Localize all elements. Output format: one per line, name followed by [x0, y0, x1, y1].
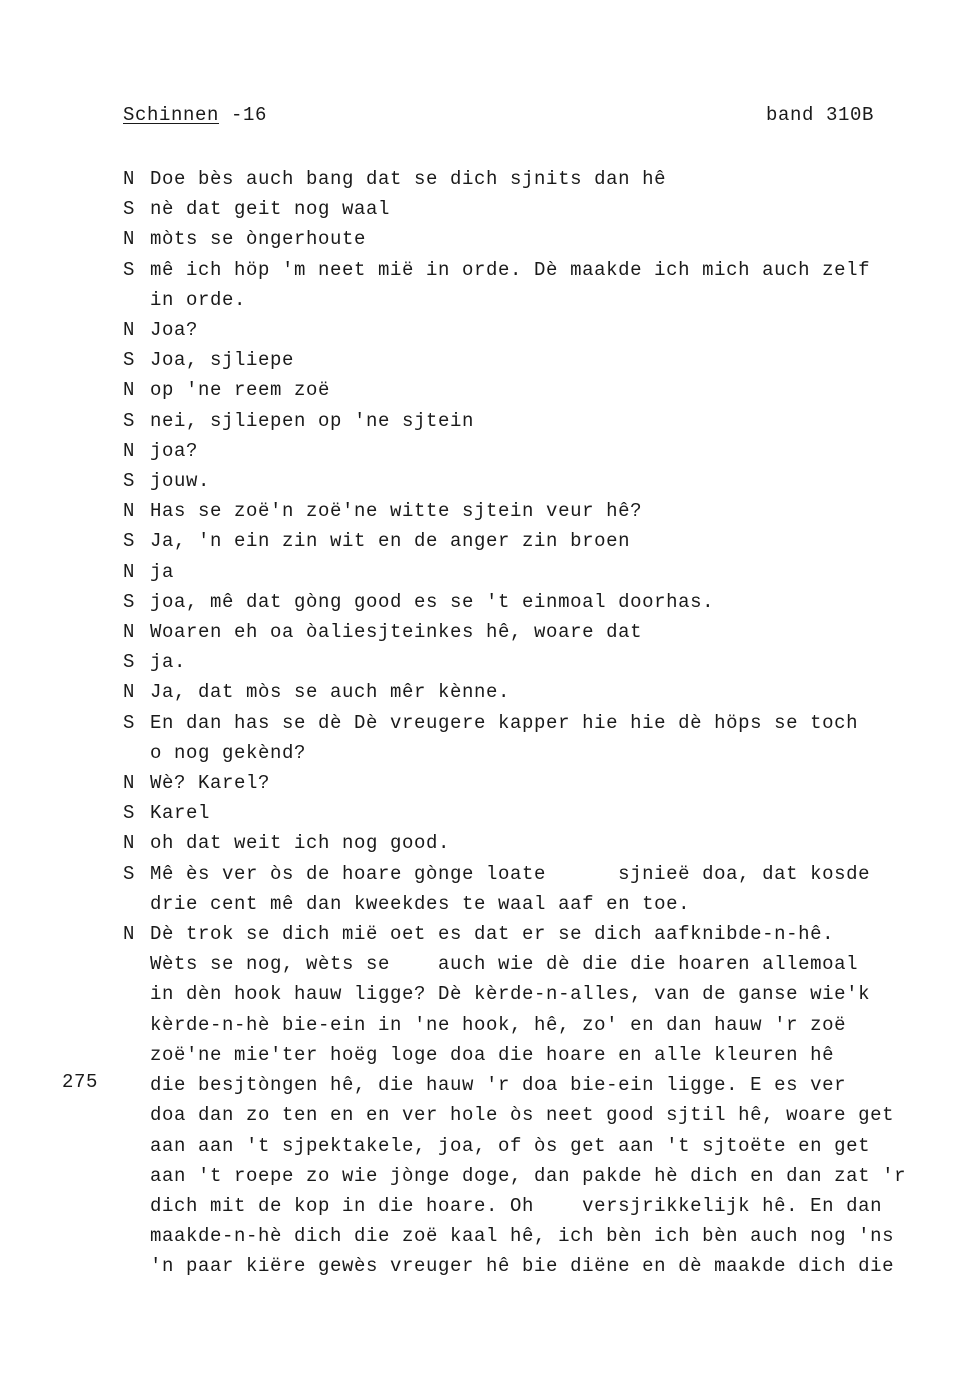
- speaker-label: [123, 979, 150, 1009]
- transcript-line: [123, 859, 943, 889]
- speaker-label: S: [123, 711, 136, 734]
- utterance-text: kèrde-n-hè bie-ein in 'ne hook, hê, zo' en dan hauw 'r zoë: [150, 1013, 847, 1036]
- transcript-line: [123, 828, 943, 858]
- speaker-label: N: [123, 379, 136, 402]
- utterance-text: 'n paar kiëre gewès vreuger hê bie diëne en dè maakde dich die: [150, 1255, 895, 1278]
- transcript-line: [123, 285, 943, 315]
- transcript-line: [123, 1221, 943, 1251]
- utterance-text: Ja, 'n ein zin wit en de anger zin broen: [150, 530, 631, 553]
- transcript-line: [123, 194, 943, 224]
- transcript-line: [123, 1191, 943, 1221]
- utterance-text: nè dat geit nog waal: [150, 198, 391, 221]
- transcript-line: [123, 255, 943, 285]
- transcript-line: [123, 708, 943, 738]
- transcript-line: [123, 1131, 943, 1161]
- transcript-line: [123, 979, 943, 1009]
- transcript-line: [123, 406, 943, 436]
- header-page-number: -16: [231, 104, 268, 126]
- speaker-label: [123, 285, 150, 315]
- transcript-line: [123, 315, 943, 345]
- utterance-text: joa?: [150, 439, 199, 462]
- speaker-label: N: [123, 500, 136, 523]
- speaker-label: [123, 1010, 150, 1040]
- transcript-line: [123, 798, 943, 828]
- utterance-text: op 'ne reem zoë: [150, 379, 331, 402]
- transcript-line: [123, 375, 943, 405]
- transcript-line: [123, 1161, 943, 1191]
- transcript-line: [123, 1100, 943, 1130]
- speaker-label: N: [123, 560, 136, 583]
- utterance-text: in dèn hook hauw ligge? Dè kèrde-n-alles, van de ganse wie'k: [150, 983, 871, 1006]
- transcript-line: [123, 526, 943, 556]
- transcript-line: [123, 587, 943, 617]
- speaker-label: [123, 1191, 150, 1221]
- speaker-label: [123, 1221, 150, 1251]
- utterance-text: Joa, sjliepe: [150, 349, 295, 372]
- speaker-label: N: [123, 832, 136, 855]
- utterance-text: nei, sjliepen op 'ne sjtein: [150, 409, 475, 432]
- utterance-text: o nog gekènd?: [150, 741, 307, 764]
- transcript-line: [123, 647, 943, 677]
- utterance-text: Joa?: [150, 319, 199, 342]
- transcript-line: [123, 496, 943, 526]
- utterance-text: Karel: [150, 802, 211, 825]
- utterance-text: Woaren eh oa òaliesjteinkes hê, woare dat: [150, 621, 643, 644]
- speaker-label: S: [123, 590, 136, 613]
- utterance-text: maakde-n-hè dich die zoë kaal hê, ich bèn ich bèn auch nog 'ns: [150, 1225, 895, 1248]
- utterance-text: oh dat weit ich nog good.: [150, 832, 451, 855]
- speaker-label: [123, 1070, 150, 1100]
- utterance-text: zoë'ne mie'ter hoëg loge doa die hoare en alle kleuren hê: [150, 1043, 835, 1066]
- transcript-line: [123, 889, 943, 919]
- transcript-line: [123, 617, 943, 647]
- transcript-body: [123, 164, 943, 1282]
- speaker-label: [123, 1131, 150, 1161]
- transcript-line: [123, 345, 943, 375]
- speaker-label: [123, 1040, 150, 1070]
- speaker-label: [123, 949, 150, 979]
- speaker-label: N: [123, 681, 136, 704]
- speaker-label: S: [123, 470, 136, 493]
- utterance-text: dich mit de kop in die hoare. Oh versjrikkelijk hê. En dan: [150, 1194, 883, 1217]
- transcript-line: [123, 436, 943, 466]
- speaker-label: N: [123, 228, 136, 251]
- utterance-text: jouw.: [150, 470, 211, 493]
- utterance-text: ja.: [150, 651, 187, 674]
- speaker-label: N: [123, 772, 136, 795]
- speaker-label: S: [123, 802, 136, 825]
- utterance-text: Ja, dat mòs se auch mêr kènne.: [150, 681, 511, 704]
- speaker-label: S: [123, 862, 136, 885]
- transcript-line: [123, 677, 943, 707]
- utterance-text: joa, mê dat gòng good es se 't einmoal doorhas.: [150, 590, 715, 613]
- transcript-line: [123, 557, 943, 587]
- speaker-label: S: [123, 409, 136, 432]
- utterance-text: mòts se òngerhoute: [150, 228, 367, 251]
- transcript-line: [123, 1010, 943, 1040]
- utterance-text: drie cent mê dan kweekdes te waal aaf en toe.: [150, 892, 691, 915]
- speaker-label: N: [123, 923, 136, 946]
- speaker-label: N: [123, 319, 136, 342]
- utterance-text: aan 't roepe zo wie jònge doge, dan pakde hè dich en dan zat 'r: [150, 1164, 907, 1187]
- header-band: band 310B: [766, 104, 875, 126]
- utterance-text: Dè trok se dich mië oet es dat er se dich aafknibde-n-hê.: [150, 923, 835, 946]
- margin-line-number: 275: [62, 1071, 99, 1093]
- utterance-text: die besjtòngen hê, die hauw 'r doa bie-ein ligge. E es ver: [150, 1074, 847, 1097]
- utterance-text: doa dan zo ten en en ver hole òs neet good sjtil hê, woare get: [150, 1104, 895, 1127]
- speaker-label: N: [123, 439, 136, 462]
- header-title: [123, 104, 267, 126]
- speaker-label: [123, 889, 150, 919]
- speaker-label: [123, 1100, 150, 1130]
- speaker-label: [123, 1161, 150, 1191]
- utterance-text: Wèts se nog, wèts se auch wie dè die die hoaren allemoal: [150, 953, 859, 976]
- transcript-line: [123, 768, 943, 798]
- transcript-line: [123, 738, 943, 768]
- speaker-label: S: [123, 651, 136, 674]
- speaker-label: S: [123, 198, 136, 221]
- transcript-line: [123, 949, 943, 979]
- transcript-line: [123, 1251, 943, 1281]
- transcript-line: [123, 919, 943, 949]
- speaker-label: S: [123, 258, 136, 281]
- transcript-line: [123, 1040, 943, 1070]
- utterance-text: Doe bès auch bang dat se dich sjnits dan hê: [150, 168, 667, 190]
- transcript-line: [123, 224, 943, 254]
- utterance-text: Has se zoë'n zoë'ne witte sjtein veur hê?: [150, 500, 643, 523]
- transcript-line: [123, 466, 943, 496]
- header-place: Schinnen: [123, 104, 220, 126]
- speaker-label: [123, 738, 150, 768]
- speaker-label: S: [123, 530, 136, 553]
- utterance-text: ja: [150, 560, 175, 583]
- speaker-label: N: [123, 168, 136, 190]
- transcript-line: [123, 164, 943, 194]
- speaker-label: [123, 1251, 150, 1281]
- transcript-line: [123, 1070, 943, 1100]
- utterance-text: mê ich höp 'm neet mië in orde. Dè maakde ich mich auch zelf: [150, 258, 871, 281]
- utterance-text: aan aan 't sjpektakele, joa, of òs get aan 't sjtoëte en get: [150, 1134, 871, 1157]
- utterance-text: Wè? Karel?: [150, 772, 271, 795]
- utterance-text: in orde.: [150, 288, 247, 311]
- speaker-label: N: [123, 621, 136, 644]
- utterance-text: Mê ès ver òs de hoare gònge loate sjnieë doa, dat kosde: [150, 862, 871, 885]
- speaker-label: S: [123, 349, 136, 372]
- utterance-text: En dan has se dè Dè vreugere kapper hie hie dè höps se toch: [150, 711, 859, 734]
